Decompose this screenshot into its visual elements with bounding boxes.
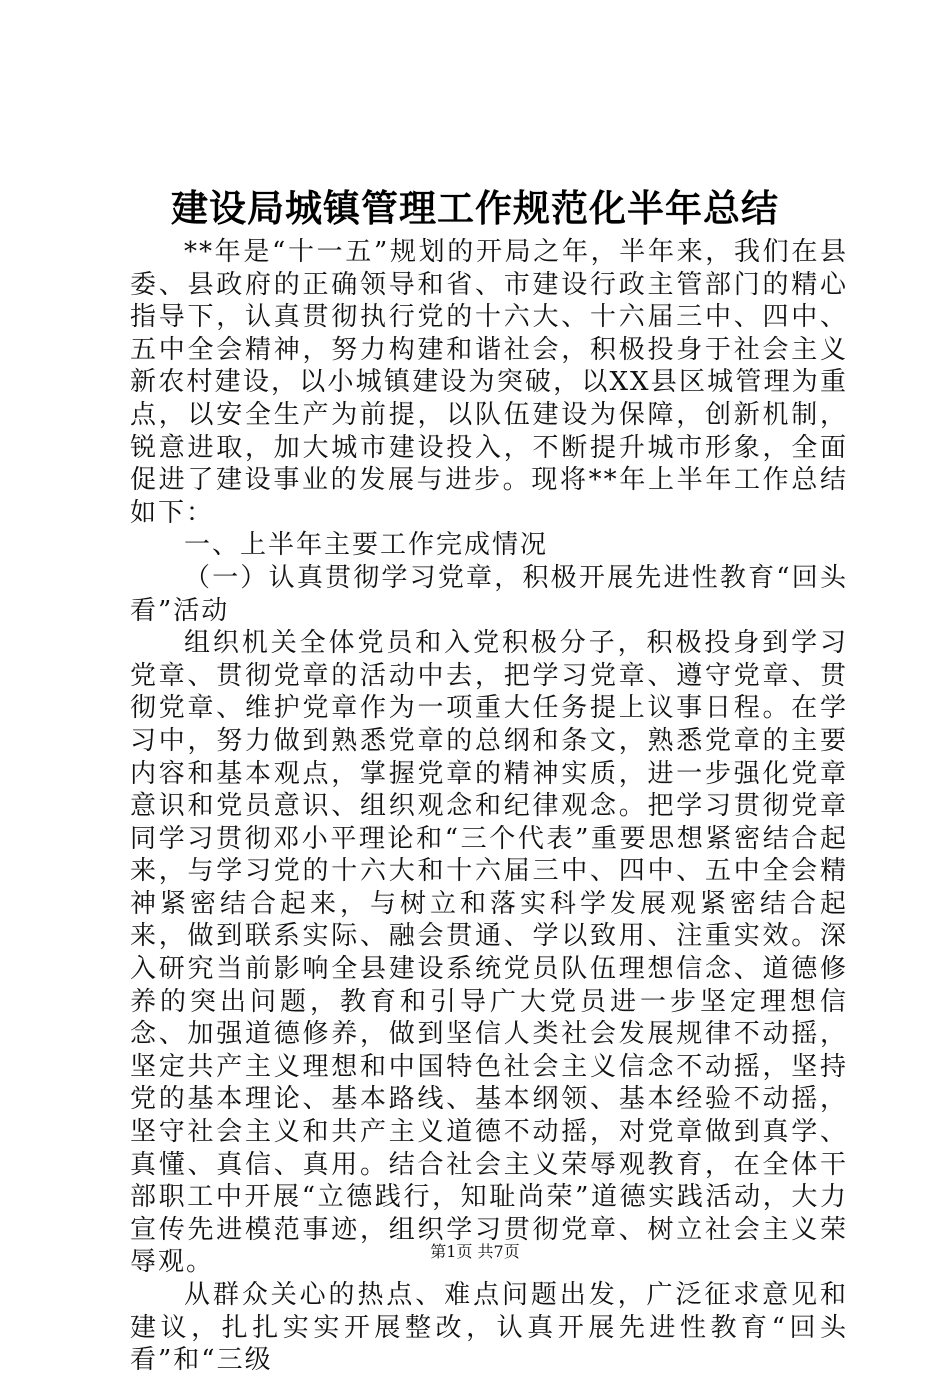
intro-paragraph: **年是“十一五”规划的开局之年，半年来，我们在县委、县政府的正确领导和省、市建设行政主管部门的精心指导下，认真贯彻执行党的十六大、十六届三中、四中、五中全会精神，努力构建和谐社会，积极投身于社会主义新农村建设，以小城镇建设为突破，以XX县区城管理为重点，以安全生产为前提，以队伍建设为保障，创新机制，锐意进取，加大城市建设投入，不断提升城市形象，全面促进了建设事业的发展与进步。现将**年上半年工作总结如下： (130, 237, 848, 528)
body-paragraph: 组织机关全体党员和入党积极分子，积极投身到学习党章、贯彻党章的活动中去，把学习党章、遵守党章、贯彻党章、维护党章作为一项重大任务提上议事日程。在学习中，努力做到熟悉党章的总纲和条文，熟悉党章的主要内容和基本观点，掌握党章的精神实质，进一步强化党章意识和党员意识、组织观念和纪律观念。把学习贯彻党章同学习贯彻邓小平理论和“三个代表”重要思想紧密结合起来，与学习党的十六大和十六届三中、四中、五中全会精神紧密结合起来，与树立和落实科学发展观紧密结合起来，做到联系实际、融会贯通、学以致用、注重实效。深入研究当前影响全县建设系统党员队伍理想信念、道德修养的突出问题，教育和引导广大党员进一步坚定理想信念、加强道德修养，做到坚信人类社会发展规律不动摇，坚定共产主义理想和中国特色社会主义信念不动摇，坚持党的基本理论、基本路线、基本纲领、基本经验不动摇，坚守社会主义和共产主义道德不动摇，对党章做到真学、真懂、真信、真用。结合社会主义荣辱观教育，在全体干部职工中开展“立德践行，知耻尚荣”道德实践活动，大力宣传先进模范事迹，组织学习贯彻党章、树立社会主义荣辱观。 (130, 628, 848, 1278)
section-heading: 一、上半年主要工作完成情况 (184, 530, 549, 561)
page-number-footer: 第1页 共7页 (430, 1242, 520, 1261)
document-body (130, 236, 848, 1377)
document-title: 建设局城镇管理工作规范化半年总结 (171, 186, 779, 230)
body-paragraph: 从群众关心的热点、难点问题出发，广泛征求意见和建议，扎扎实实开展整改，认真开展先进性教育“回头看”和“三级 (130, 1280, 848, 1376)
subsection-heading: （一）认真贯彻学习党章，积极开展先进性教育“回头看”活动 (130, 562, 848, 626)
